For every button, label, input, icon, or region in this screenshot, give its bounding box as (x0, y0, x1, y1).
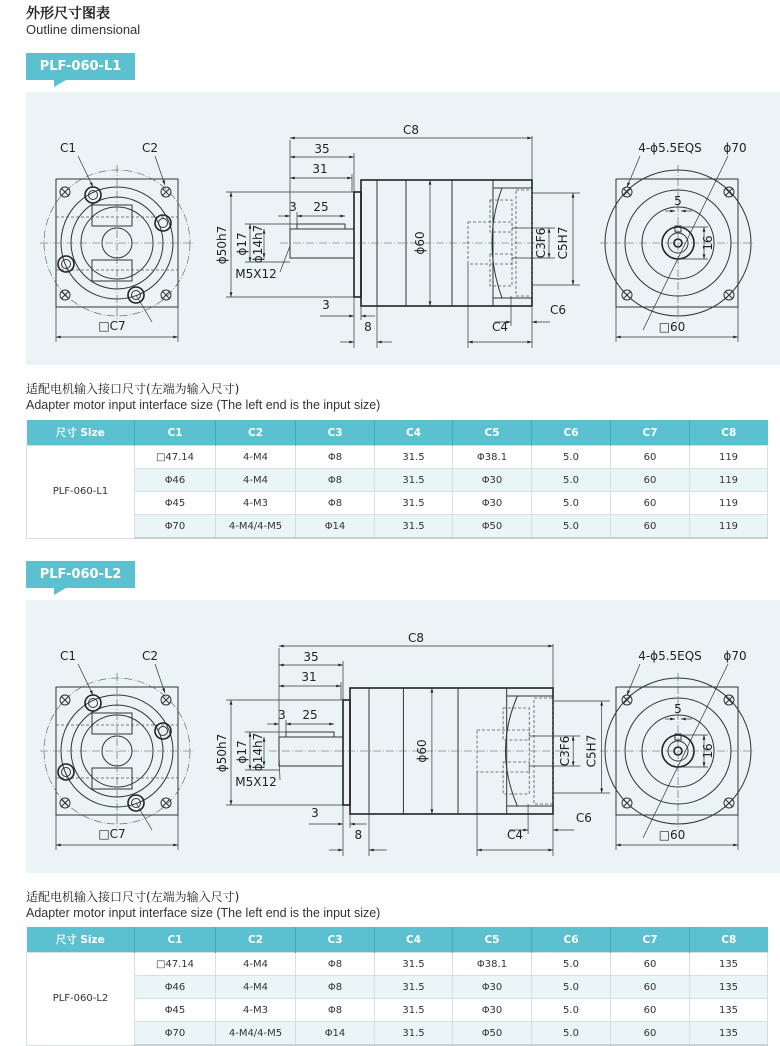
cell-c8: 119 (690, 515, 768, 539)
cell-c1: Φ46 (135, 469, 216, 492)
c2-leader (155, 156, 165, 185)
dimension-label-c6: C6 (549, 303, 567, 317)
c2-leader (155, 664, 165, 693)
cell-c6: 5.0 (532, 953, 611, 976)
table-row (27, 1022, 768, 1046)
column-header-c1: C1 (135, 420, 216, 446)
shaft-key (297, 224, 345, 229)
cell-c4: 31.5 (375, 999, 453, 1022)
cell-c2: 4-M3 (216, 492, 296, 515)
dimension-label-m5: M5X12 (235, 775, 277, 789)
cell-c5: Φ50 (453, 515, 532, 539)
dimension-label-sq60: □60 (658, 828, 686, 842)
dimension-label-holes: 4-ϕ5.5EQS (638, 141, 702, 155)
cell-c1: Φ46 (135, 976, 216, 999)
table-row (27, 446, 768, 469)
output-shaft (279, 737, 343, 766)
cell-c7: 60 (611, 953, 690, 976)
cell-c4: 31.5 (375, 976, 453, 999)
dimension-label-d5: 5 (674, 702, 682, 716)
dimension-label-d25: 25 (313, 200, 329, 214)
cell-c1: □47.14 (135, 953, 216, 976)
cell-c2: 4-M4 (216, 976, 296, 999)
dimension-label-c7: □C7 (98, 827, 126, 841)
cell-c8: 135 (690, 999, 768, 1022)
dimension-label-c5: C5H7 (556, 226, 570, 260)
column-header-c8: C8 (690, 927, 768, 953)
cell-c3: Φ8 (296, 469, 375, 492)
motor-bolt-hole (155, 723, 171, 739)
cell-c6: 5.0 (532, 976, 611, 999)
dimension-label-c4: C4 (507, 828, 524, 842)
cell-c3: Φ8 (296, 953, 375, 976)
dimension-label-holes: 4-ϕ5.5EQS (638, 649, 702, 663)
dimension-label-d3a: 3 (289, 200, 297, 214)
cell-c5: Φ50 (453, 1022, 532, 1046)
dimension-label-phi60: ϕ60 (413, 231, 427, 255)
section-tab-l1: PLF-060-L1 (26, 53, 135, 80)
cell-c6: 5.0 (532, 999, 611, 1022)
interface-heading-en-l1: Adapter motor input interface size (The left end is the input size) (26, 398, 381, 412)
dimension-label-d8: 8 (364, 320, 372, 334)
column-header-c4: C4 (375, 420, 453, 446)
table-row (27, 976, 768, 999)
cell-c5: Φ30 (453, 999, 532, 1022)
dimension-label-c3: C3F6 (534, 227, 548, 259)
column-header-c3: C3 (296, 420, 375, 446)
dimension-label-c1: C1 (59, 141, 77, 155)
dimension-label-phi50: ϕ50h7 (215, 225, 229, 265)
table-row (27, 953, 768, 976)
column-header-c6: C6 (532, 927, 611, 953)
m5-leader (280, 246, 290, 272)
column-header-c2: C2 (216, 420, 296, 446)
outline-drawing-l1 (26, 92, 780, 365)
table-row (27, 469, 768, 492)
interface-heading-en-l2: Adapter motor input interface size (The left end is the input size) (26, 906, 381, 920)
cell-c7: 60 (611, 976, 690, 999)
dimension-label-phi17: ϕ17 (235, 232, 249, 256)
page-title: 外形尺寸图表 (26, 6, 110, 22)
cell-c4: 31.5 (375, 515, 453, 539)
c1-leader (78, 664, 93, 695)
cell-c4: 31.5 (375, 492, 453, 515)
dimension-label-phi14: ϕ14h7 (251, 224, 265, 264)
column-header-c5: C5 (453, 420, 532, 446)
cell-c7: 60 (611, 446, 690, 469)
cell-c2: 4-M3 (216, 999, 296, 1022)
table-row (27, 515, 768, 539)
dimension-label-c6: C6 (575, 811, 592, 825)
cell-c1: Φ70 (135, 515, 216, 539)
cell-c2: 4-M4 (216, 469, 296, 492)
outline-drawing-l2 (26, 600, 780, 873)
dimension-label-c5: C5H7 (584, 734, 599, 768)
cell-c6: 5.0 (532, 469, 611, 492)
cell-c6: 5.0 (532, 492, 611, 515)
dimension-label-d8: 8 (354, 828, 363, 842)
column-header-c1: C1 (135, 927, 216, 953)
dimension-label-m5: M5X12 (235, 267, 277, 281)
dimension-label-phi70: ϕ70 (723, 649, 747, 663)
dimension-label-c3: C3F6 (558, 735, 573, 767)
dimension-label-d35: 35 (314, 142, 330, 156)
cell-c4: 31.5 (375, 446, 453, 469)
model-size-cell: PLF-060-L2 (27, 953, 135, 1046)
interface-size-table-l2 (26, 927, 768, 1046)
cell-c3: Φ14 (296, 1022, 375, 1046)
cell-c5: Φ38.1 (453, 953, 532, 976)
interface-size-table-l1 (26, 420, 768, 539)
model-size-cell: PLF-060-L1 (27, 446, 135, 539)
cell-c2: 4-M4 (216, 953, 296, 976)
cell-c3: Φ8 (296, 446, 375, 469)
cell-c5: Φ30 (453, 469, 532, 492)
cell-c6: 5.0 (532, 446, 611, 469)
cell-c7: 60 (611, 515, 690, 539)
dimension-label-phi17: ϕ17 (235, 740, 249, 764)
dimension-label-d35: 35 (303, 650, 319, 664)
output-flange (354, 192, 361, 297)
dimension-label-phi60: ϕ60 (414, 739, 429, 763)
output-shaft (290, 229, 354, 258)
dimension-label-phi70: ϕ70 (723, 141, 747, 155)
cell-c4: 31.5 (375, 469, 453, 492)
column-header-c4: C4 (375, 927, 453, 953)
dimension-label-d3b: 3 (311, 806, 319, 820)
cell-c6: 5.0 (532, 1022, 611, 1046)
cell-c3: Φ8 (296, 976, 375, 999)
cell-c3: Φ14 (296, 515, 375, 539)
cell-c6: 5.0 (532, 515, 611, 539)
motor-bolt-hole-inner (89, 191, 98, 200)
column-header-c7: C7 (611, 927, 690, 953)
cell-c1: Φ70 (135, 1022, 216, 1046)
cell-c5: Φ30 (453, 976, 532, 999)
cell-c5: Φ38.1 (453, 446, 532, 469)
dimension-label-c8: C8 (407, 631, 425, 645)
column-header-c2: C2 (216, 927, 296, 953)
m5-leader (279, 754, 280, 780)
cell-c4: 31.5 (375, 953, 453, 976)
column-header-size: 尺寸 Size (27, 927, 135, 953)
cell-c8: 119 (690, 469, 768, 492)
column-header-c5: C5 (453, 927, 532, 953)
cell-c8: 119 (690, 492, 768, 515)
cell-c7: 60 (611, 1022, 690, 1046)
table-row (27, 999, 768, 1022)
dimension-label-c7: □C7 (98, 319, 126, 333)
cell-c7: 60 (611, 999, 690, 1022)
table-row (27, 492, 768, 515)
page-subtitle: Outline dimensional (26, 22, 141, 37)
cell-c8: 135 (690, 1022, 768, 1046)
column-header-c8: C8 (690, 420, 768, 446)
dimension-label-c2: C2 (141, 649, 159, 663)
dimension-label-d31: 31 (301, 670, 317, 684)
dimension-label-d25: 25 (302, 708, 318, 722)
column-header-c6: C6 (532, 420, 611, 446)
cell-c7: 60 (611, 492, 690, 515)
cell-c1: Φ45 (135, 492, 216, 515)
motor-bolt-hole-inner (89, 699, 98, 708)
c1-leader (78, 156, 93, 187)
cell-c2: 4-M4/4-M5 (216, 515, 296, 539)
dimension-label-d3a: 3 (278, 708, 286, 722)
dimension-label-d3b: 3 (322, 298, 330, 312)
cell-c2: 4-M4/4-M5 (216, 1022, 296, 1046)
interface-heading-cn-l1: 适配电机输入接口尺寸(左端为输入尺寸) (26, 382, 240, 396)
cell-c1: Φ45 (135, 999, 216, 1022)
cell-c1: □47.14 (135, 446, 216, 469)
output-flange (343, 700, 350, 805)
section-tab-l2: PLF-060-L2 (26, 561, 135, 588)
motor-bolt-hole-inner (159, 219, 168, 228)
dimension-label-d5: 5 (674, 194, 682, 208)
cell-c3: Φ8 (296, 492, 375, 515)
motor-bolt-hole-inner (159, 727, 168, 736)
cell-c2: 4-M4 (216, 446, 296, 469)
interface-heading-cn-l2: 适配电机输入接口尺寸(左端为输入尺寸) (26, 890, 240, 904)
dimension-label-d31: 31 (312, 162, 328, 176)
dimension-label-phi14: ϕ14h7 (251, 732, 265, 772)
dimension-label-d16: 16 (701, 235, 715, 251)
column-header-c7: C7 (611, 420, 690, 446)
dimension-label-phi50: ϕ50h7 (215, 733, 229, 773)
dimension-label-c4: C4 (491, 320, 509, 334)
dimension-label-c1: C1 (59, 649, 77, 663)
shaft-key (286, 732, 334, 737)
cell-c3: Φ8 (296, 999, 375, 1022)
dimension-label-c2: C2 (141, 141, 159, 155)
cell-c5: Φ30 (453, 492, 532, 515)
cell-c8: 119 (690, 446, 768, 469)
cell-c4: 31.5 (375, 1022, 453, 1046)
column-header-size: 尺寸 Size (27, 420, 135, 446)
dimension-label-sq60: □60 (658, 320, 686, 334)
cell-c8: 135 (690, 953, 768, 976)
column-header-c3: C3 (296, 927, 375, 953)
cell-c7: 60 (611, 469, 690, 492)
cell-c8: 135 (690, 976, 768, 999)
dimension-label-d16: 16 (701, 743, 715, 759)
dimension-label-c8: C8 (402, 123, 420, 137)
